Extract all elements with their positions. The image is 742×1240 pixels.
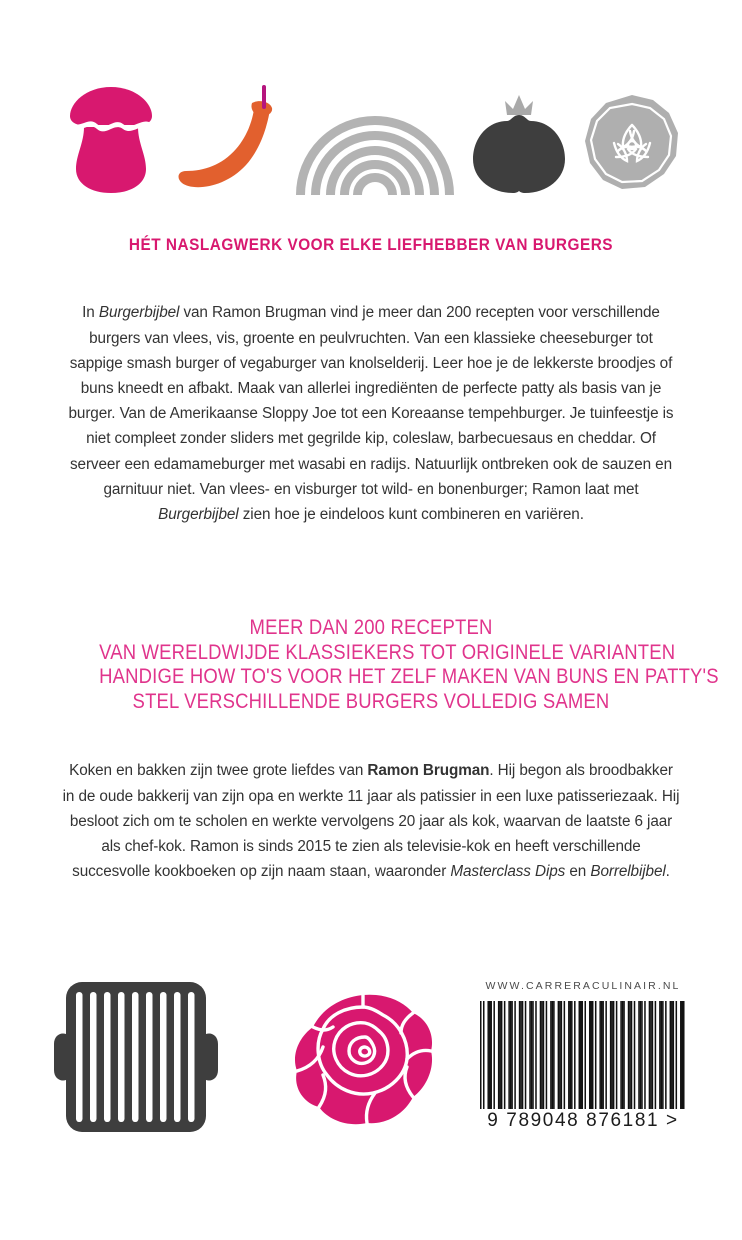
lettuce-icon	[293, 993, 435, 1127]
mushroom-icon	[62, 83, 160, 195]
claim-item-3: HANDIGE HOW TO'S VOOR HET ZELF MAKEN VAN BUNS EN PATTY'S	[99, 665, 719, 688]
tomato-icon-slot	[469, 91, 569, 195]
author-name: Ramon Brugman	[367, 762, 490, 780]
claim-item-4: STEL VERSCHILLENDE BURGERS VOLLEDIG SAMEN	[132, 689, 610, 713]
grill-pan-icon	[52, 978, 220, 1136]
pickle-slice-icon-slot	[582, 93, 682, 195]
onion-rings-icon	[295, 97, 455, 195]
claim-item-2: VAN WERELDWIJDE KLASSIEKERS TOT ORIGINELE VARIANTEN	[99, 640, 676, 664]
barcode-block	[477, 980, 689, 1132]
mushroom-icon-slot	[62, 83, 160, 195]
pickle-slice-icon	[582, 93, 682, 195]
onion-rings-icon-slot	[295, 97, 455, 195]
lettuce-icon-slot	[293, 993, 435, 1132]
bio-body: . Hij begon als broodbakker in de oude bakkerij van zijn opa en werkte 11 jaar als patissier in een luxe patisseriezaak. Hij besloot zich om te scholen en werkte vervolgens 20 jaar als kok, waarvan de laatste 6 jaar als chef-kok. Ramon is sinds 2015 te zien als televisie-kok en heeft verschillende succesvolle kookboeken op zijn naam staan, waaronder	[62, 762, 680, 881]
bio-end: .	[665, 863, 670, 881]
bio-pre: Koken en bakken zijn twee grote liefdes van	[69, 762, 368, 780]
bio-book-title-2: Borrelbijbel	[590, 863, 666, 881]
publisher-website: WWW.CARRERACULINAIR.NL	[485, 980, 681, 992]
barcode-digits: 9 789048 876181 >	[487, 1110, 679, 1131]
barcode-bars	[480, 1001, 686, 1109]
blurb-book-title-2: Burgerbijbel	[158, 505, 239, 523]
tomato-icon	[469, 91, 569, 195]
author-bio	[62, 758, 680, 884]
bio-book-title-1: Masterclass Dips	[450, 863, 566, 881]
claim-item-1: MEER DAN 200 RECEPTEN	[249, 616, 493, 639]
chili-pepper-icon	[174, 83, 282, 195]
chili-pepper-icon-slot	[174, 83, 282, 195]
blurb-pre: In	[82, 304, 99, 322]
blurb-paragraph	[62, 300, 680, 527]
blurb-book-title-1: Burgerbijbel	[98, 304, 180, 322]
blurb-end: zien hoe je eindeloos kunt combineren en variëren.	[238, 505, 584, 523]
page-headline: HÉT NASLAGWERK VOOR ELKE LIEFHEBBER VAN BURGERS	[128, 236, 614, 254]
claims-list	[99, 616, 719, 714]
bio-conjunction: en	[565, 863, 591, 881]
blurb-body: van Ramon Brugman vind je meer dan 200 recepten voor verschillende burgers van vlees, vis, groente en peulvruchten. Van een klassieke cheeseburger tot sappige smash burger of vegaburger van knolselderij. Leer hoe je de lekkerste broodjes of buns kneedt en afbakt. Maak van allerlei ingrediënten de perfecte patty als basis van je burger. Van de Amerikaanse Sloppy Joe tot een Koreaanse tempehburger. Je tuinfeestje is niet compleet zonder sliders met gegrilde kip, coleslaw, barbecuesaus en cheddar. Of serveer een edamameburger met wasabi en radijs. Natuurlijk ontbreken ook de sauzen en garnituur niet. Van vlees- en visburger tot wild- en bonenburger; Ramon laat met	[68, 304, 674, 498]
grill-pan-icon-slot	[52, 978, 220, 1141]
top-ingredient-icon-strip	[62, 80, 682, 195]
